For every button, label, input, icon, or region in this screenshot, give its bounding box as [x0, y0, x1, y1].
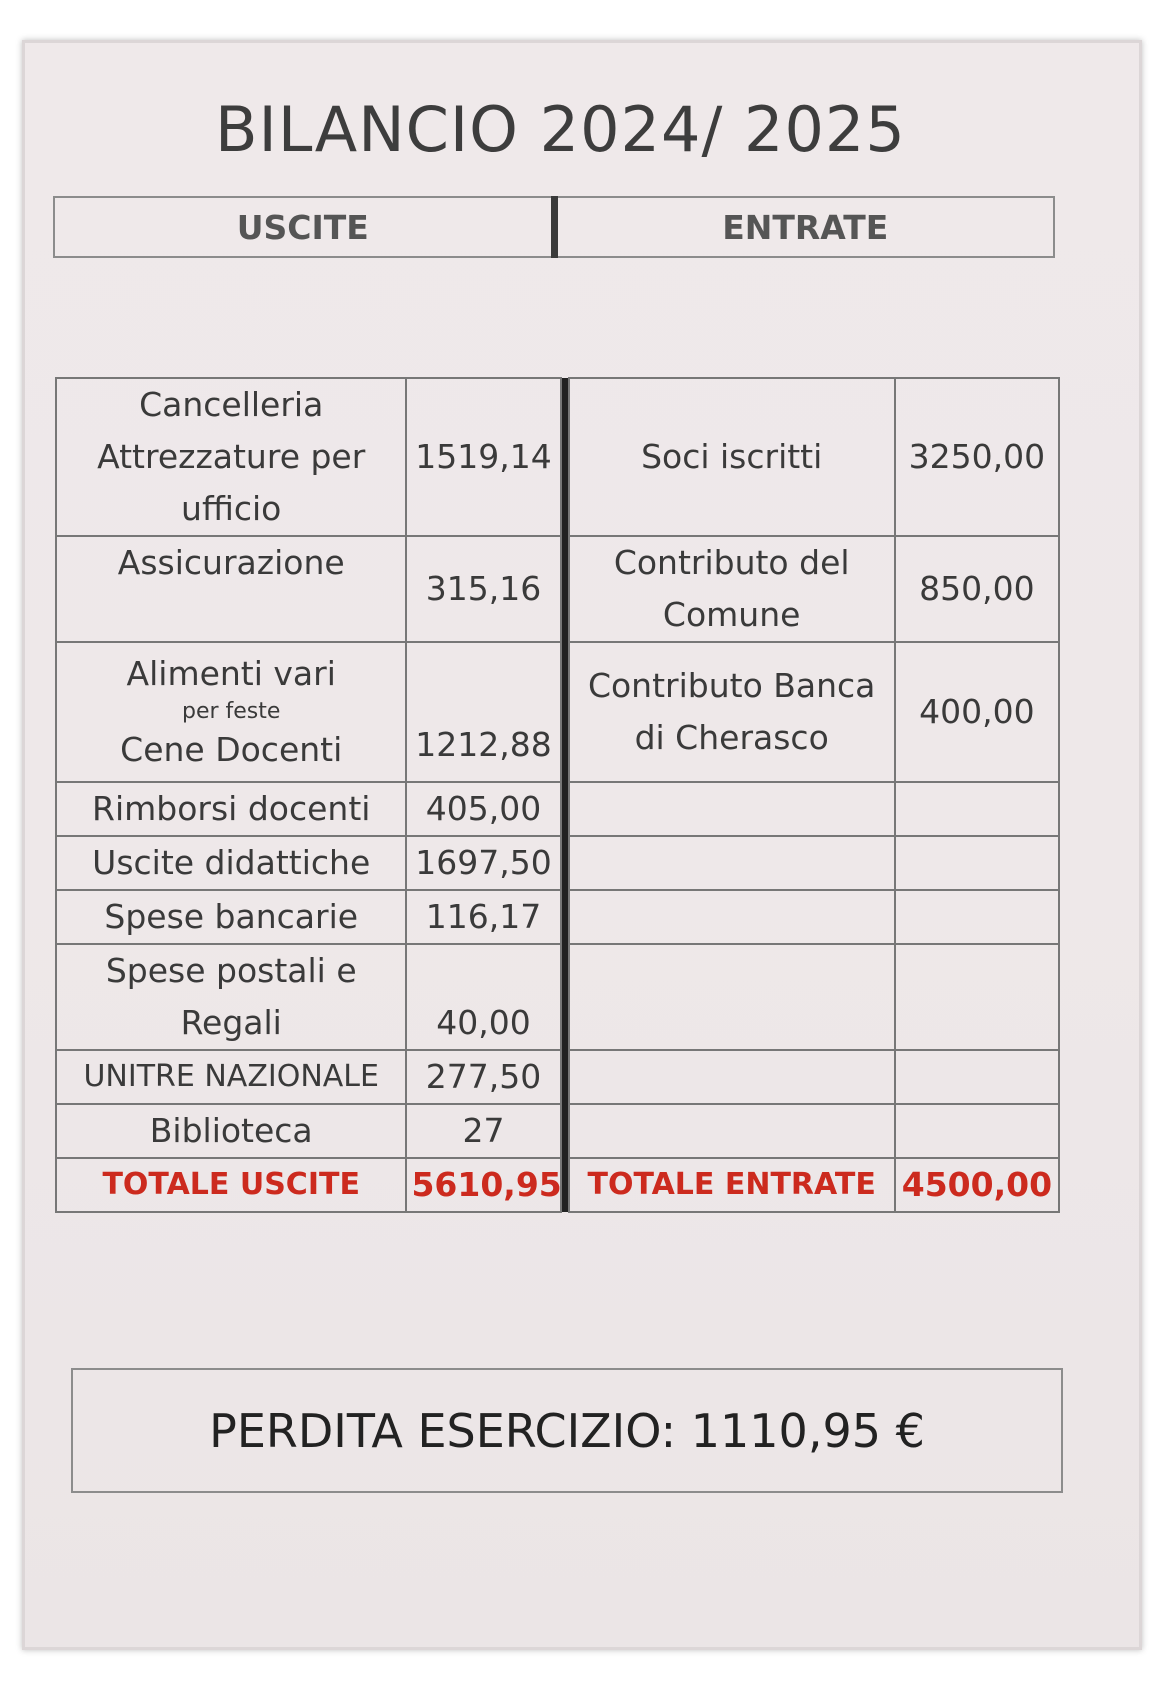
entrate-label [569, 536, 895, 642]
result-text: PERDITA ESERCIZIO: 1110,95 € [209, 1403, 925, 1458]
header-divider [551, 196, 558, 258]
entrate-empty [569, 782, 895, 836]
table-row [56, 890, 1059, 944]
column-divider [561, 378, 569, 1212]
label-line: Attrezzature per [97, 437, 366, 476]
entrate-empty [569, 1050, 895, 1104]
totals-row [56, 1158, 1059, 1212]
label-line: Cancelleria [139, 385, 324, 424]
entrate-empty [569, 836, 895, 890]
uscite-label [56, 378, 406, 536]
header-uscite: USCITE [236, 207, 369, 247]
entrate-empty [569, 1104, 895, 1158]
total-entrate-value: 4500,00 [895, 1158, 1059, 1212]
entrate-empty [895, 890, 1059, 944]
label-line: Spese postali e [105, 951, 357, 990]
uscite-label: Rimborsi docenti [56, 782, 406, 836]
uscite-value: 27 [406, 1104, 560, 1158]
label-line: Regali [180, 1003, 282, 1042]
label-line: Comune [662, 595, 801, 634]
budget-sheet [22, 40, 1142, 1650]
section-header [53, 196, 1055, 258]
page-title: BILANCIO 2024/ 2025 [215, 93, 906, 166]
entrate-value: 850,00 [895, 536, 1059, 642]
label-line: ufficio [181, 489, 282, 528]
table-row [56, 1050, 1059, 1104]
label-line: Contributo Banca [587, 666, 876, 705]
uscite-value: 1212,88 [406, 642, 560, 782]
uscite-value: 315,16 [406, 536, 560, 642]
uscite-value: 1519,14 [406, 378, 560, 536]
table-row [56, 1104, 1059, 1158]
table-row [56, 642, 1059, 782]
label-line: Alimenti vari [126, 654, 336, 693]
entrate-value: 3250,00 [895, 378, 1059, 536]
entrate-empty [895, 836, 1059, 890]
entrate-label: Soci iscritti [569, 378, 895, 536]
table-row [56, 378, 1059, 536]
entrate-value: 400,00 [895, 642, 1059, 782]
entrate-empty [895, 1050, 1059, 1104]
uscite-label: Spese bancarie [56, 890, 406, 944]
uscite-label: Assicurazione [56, 536, 406, 642]
entrate-empty [895, 782, 1059, 836]
table-row [56, 836, 1059, 890]
entrate-empty [895, 1104, 1059, 1158]
total-uscite-label: TOTALE USCITE [56, 1158, 406, 1212]
table-row [56, 536, 1059, 642]
total-uscite-value: 5610,95 [406, 1158, 560, 1212]
uscite-label [56, 944, 406, 1050]
uscite-label: UNITRE NAZIONALE [56, 1050, 406, 1104]
uscite-label [56, 642, 406, 782]
uscite-label: Uscite didattiche [56, 836, 406, 890]
uscite-value: 40,00 [406, 944, 560, 1050]
budget-table [55, 377, 1060, 1213]
entrate-empty [569, 890, 895, 944]
label-small: per feste [181, 699, 281, 724]
uscite-value: 277,50 [406, 1050, 560, 1104]
entrate-label [569, 642, 895, 782]
table-row [56, 782, 1059, 836]
entrate-empty [569, 944, 895, 1050]
label-line: di Cherasco [634, 718, 829, 757]
label-line: Cene Docenti [120, 730, 343, 769]
total-entrate-label: TOTALE ENTRATE [569, 1158, 895, 1212]
uscite-value: 405,00 [406, 782, 560, 836]
uscite-value: 1697,50 [406, 836, 560, 890]
entrate-empty [895, 944, 1059, 1050]
table-row [56, 944, 1059, 1050]
uscite-label: Biblioteca [56, 1104, 406, 1158]
uscite-value: 116,17 [406, 890, 560, 944]
label-line: Contributo del [613, 543, 850, 582]
result-box [71, 1368, 1063, 1493]
header-entrate: ENTRATE [722, 207, 889, 247]
